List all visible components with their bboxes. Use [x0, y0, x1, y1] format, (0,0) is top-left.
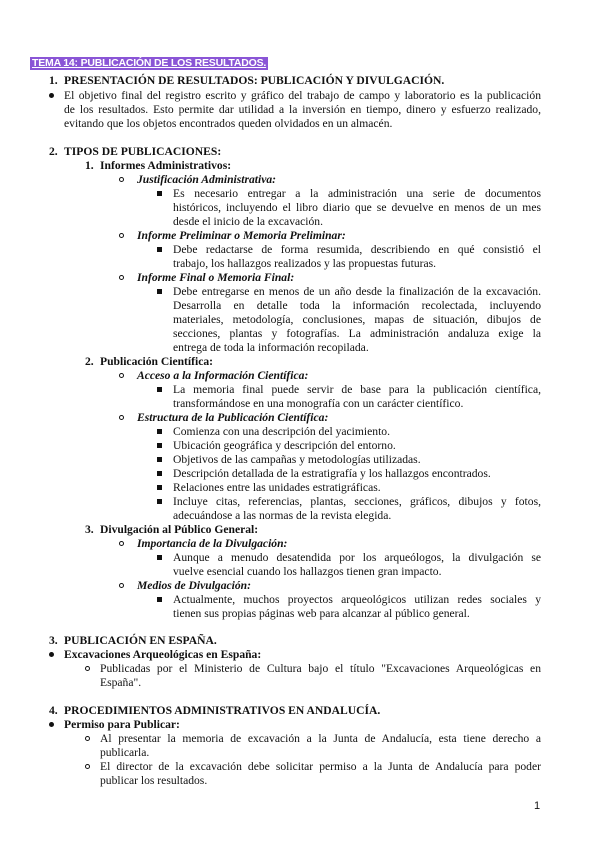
- bullet-square-icon: [157, 499, 162, 504]
- list-item: adecuándose a las normas de la revista elegida.: [173, 509, 392, 522]
- item-title: Permiso para Publicar:: [64, 718, 180, 731]
- bullet-square-icon: [157, 289, 162, 294]
- section-4-heading: PROCEDIMIENTOS ADMINISTRATIVOS EN ANDALUCÍA.: [64, 704, 381, 717]
- subsection-2-2-heading: Publicación Científica:: [100, 355, 214, 368]
- item-text-line: España".: [100, 676, 142, 689]
- item-title: Estructura de la Publicación Científica:: [137, 411, 329, 424]
- bullet-circle-icon: [119, 275, 124, 280]
- item-text-line: trabajo, los hallazgos realizados y las propuestas futuras.: [173, 257, 437, 270]
- bullet-circle-icon: [85, 764, 90, 769]
- page-title: TEMA 14: PUBLICACIÓN DE LOS RESULTADOS.: [32, 57, 267, 69]
- item-text-line: Actualmente, muchos proyectos arqueológicos utilizan redes sociales y: [173, 593, 541, 606]
- bullet-square-icon: [157, 429, 162, 434]
- item-text-line: Desarrolla en detalle toda la información recolectada, incluyendo: [173, 299, 541, 312]
- bullet-disc-icon: [49, 722, 54, 727]
- bullet-square-icon: [157, 555, 162, 560]
- item-text-line: transformándose en una monografía con un carácter científico.: [173, 397, 464, 410]
- item-text-line: históricos, incluyendo el libro diario que se devuelve en menos de un mes: [173, 201, 541, 214]
- bullet-square-icon: [157, 597, 162, 602]
- page-number: 1: [534, 800, 541, 812]
- item-text-line: publicarla.: [100, 746, 150, 759]
- subsection-2-3-number: 3.: [85, 523, 94, 536]
- bullet-square-icon: [157, 457, 162, 462]
- item-text-line: Al presentar la memoria de excavación a la Junta de Andalucía, esta tiene derecho a: [100, 732, 541, 745]
- section-3-number: 3.: [49, 634, 58, 647]
- item-text-line: La memoria final puede servir de base para la publicación científica,: [173, 383, 541, 396]
- item-text-line: Debe redactarse de forma resumida, describiendo en qué consistió el: [173, 243, 541, 256]
- list-item: Ubicación geográfica y descripción del entorno.: [173, 439, 396, 452]
- bullet-circle-icon: [119, 415, 124, 420]
- section-2-heading: TIPOS DE PUBLICACIONES:: [64, 145, 222, 158]
- section-4-number: 4.: [49, 704, 58, 717]
- bullet-circle-icon: [85, 666, 90, 671]
- bullet-circle-icon: [119, 541, 124, 546]
- subsection-2-2-number: 2.: [85, 355, 94, 368]
- bullet-circle-icon: [119, 177, 124, 182]
- item-title: Acceso a la Información Científica:: [137, 369, 309, 382]
- subsection-2-1-number: 1.: [85, 159, 94, 172]
- item-title: Medios de Divulgación:: [137, 579, 251, 592]
- list-item: Incluye citas, referencias, plantas, secciones, gráficos, dibujos y fotos,: [173, 495, 541, 508]
- list-item: Relaciones entre las unidades estratigráficas.: [173, 481, 381, 494]
- bullet-square-icon: [157, 443, 162, 448]
- bullet-disc-icon: [49, 93, 54, 98]
- item-text-line: Publicadas por el Ministerio de Cultura bajo el título "Excavaciones Arqueológicas en: [100, 662, 541, 675]
- bullet-circle-icon: [119, 583, 124, 588]
- item-text-line: Aunque a menudo desatendida por los arqueólogos, la divulgación se: [173, 551, 541, 564]
- item-text-line: materiales, metodología, conclusiones, mapas de situación, dibujos de: [173, 313, 541, 326]
- item-title: Informe Preliminar o Memoria Preliminar:: [137, 229, 346, 242]
- bullet-disc-icon: [49, 652, 54, 657]
- list-item: Objetivos de las campañas y metodologías utilizadas.: [173, 453, 421, 466]
- section-1-heading: PRESENTACIÓN DE RESULTADOS: PUBLICACIÓN Y DIVULGACIÓN.: [64, 74, 445, 87]
- item-text-line: publicar los resultados.: [100, 774, 208, 787]
- bullet-circle-icon: [119, 373, 124, 378]
- bullet-square-icon: [157, 247, 162, 252]
- subsection-2-3-heading: Divulgación al Público General:: [100, 523, 259, 536]
- item-title: Justificación Administrativa:: [137, 173, 277, 186]
- section-3-heading: PUBLICACIÓN EN ESPAÑA.: [64, 634, 217, 647]
- item-text-line: secciones, plantas y fotografías. La administración andaluza exige la: [173, 327, 541, 340]
- item-text-line: tienen sus propias páginas web para alcanzar al público general.: [173, 607, 470, 620]
- bullet-square-icon: [157, 387, 162, 392]
- item-title: Importancia de la Divulgación:: [137, 537, 288, 550]
- bullet-circle-icon: [119, 233, 124, 238]
- list-item: Comienza con una descripción del yacimiento.: [173, 425, 390, 438]
- item-title: Excavaciones Arqueológicas en España:: [64, 648, 262, 661]
- item-text-line: desde el inicio de la excavación.: [173, 215, 324, 228]
- bullet-circle-icon: [85, 736, 90, 741]
- subsection-2-1-heading: Informes Administrativos:: [100, 159, 232, 172]
- item-text-line: vuelve esencial cuando los hallazgos tienen gran impacto.: [173, 565, 442, 578]
- section-1-text-line: El objetivo final del registro escrito y gráfico del trabajo de campo y laboratorio es la publicación: [64, 89, 541, 102]
- list-item: Descripción detallada de la estratigrafía y los hallazgos encontrados.: [173, 467, 491, 480]
- section-1-text-line: de los resultados. Esto permite dar utilidad a la inversión en tiempo, dinero y esfuerzo realizado,: [64, 103, 541, 116]
- item-text-line: Debe entregarse en menos de un año desde la finalización de la excavación.: [173, 285, 541, 298]
- item-title: Informe Final o Memoria Final:: [137, 271, 295, 284]
- bullet-square-icon: [157, 485, 162, 490]
- item-text-line: entrega de toda la información recopilada.: [173, 341, 369, 354]
- item-text-line: Es necesario entregar a la administración una serie de documentos: [173, 187, 541, 200]
- item-text-line: El director de la excavación debe solicitar permiso a la Junta de Andalucía para poder: [100, 760, 541, 773]
- section-2-number: 2.: [49, 145, 58, 158]
- section-1-text-line: evitando que los objetos encontrados queden olvidados en un almacén.: [64, 117, 393, 130]
- section-1-number: 1.: [49, 74, 58, 87]
- bullet-square-icon: [157, 191, 162, 196]
- bullet-square-icon: [157, 471, 162, 476]
